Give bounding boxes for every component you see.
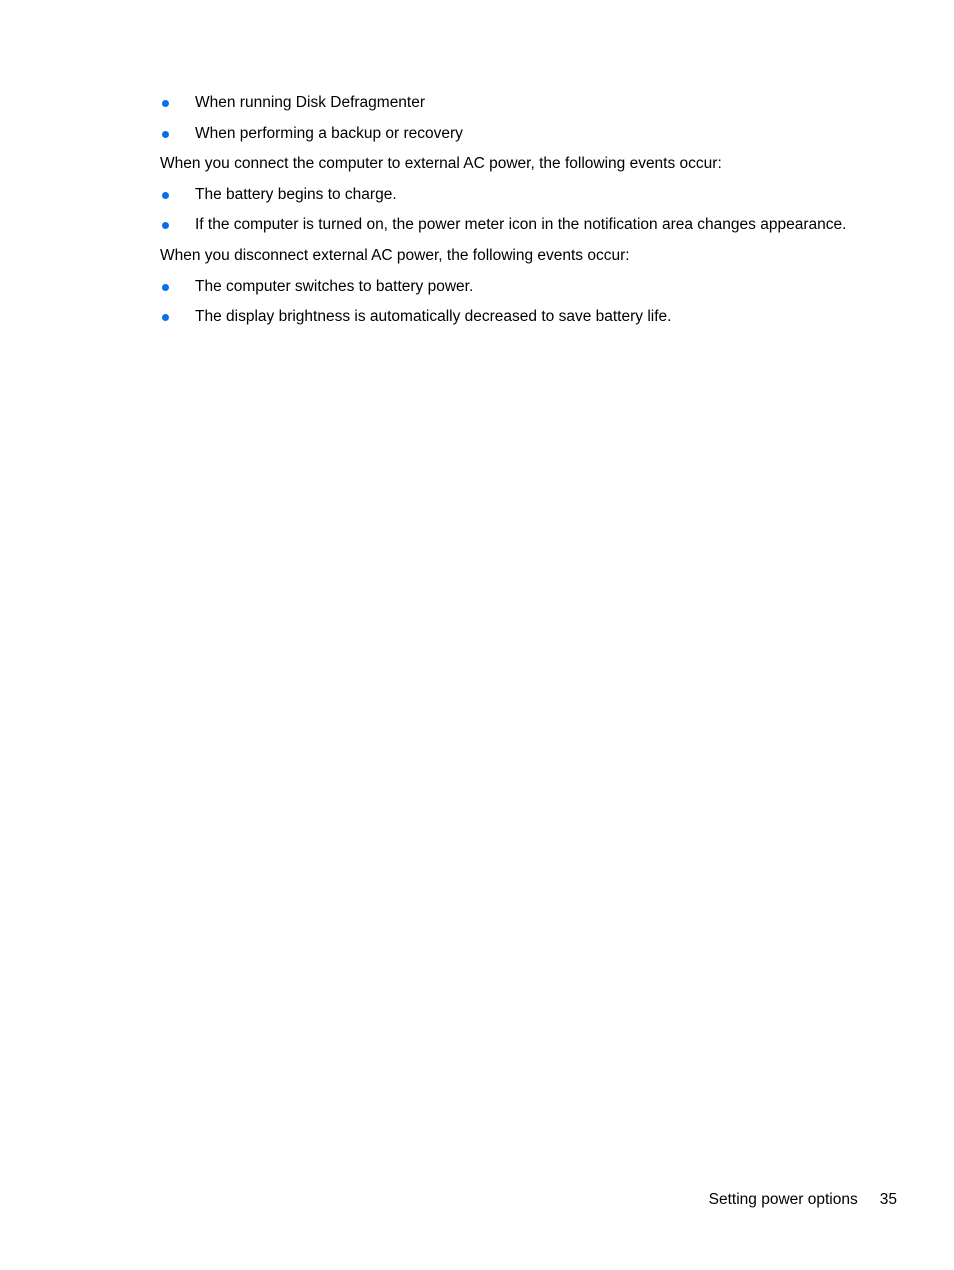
bullet-icon — [162, 284, 169, 291]
list-item — [160, 276, 900, 298]
page-footer — [709, 1189, 897, 1211]
list-item — [160, 214, 900, 236]
paragraph-ac-disconnect: When you disconnect external AC power, the following events occur: — [160, 246, 630, 264]
list-item — [160, 184, 900, 206]
list-item-text: The battery begins to charge. — [195, 185, 397, 203]
list-item-text: If the computer is turned on, the power meter icon in the notification area changes appearance. — [195, 216, 847, 234]
list-item — [160, 92, 900, 114]
bullet-icon — [162, 131, 169, 138]
page-number: 35 — [879, 1191, 897, 1208]
list-item-text: When running Disk Defragmenter — [195, 94, 426, 111]
bullet-icon — [162, 192, 169, 199]
document-body — [160, 92, 900, 337]
list-item-text: When performing a backup or recovery — [195, 124, 463, 142]
paragraph-ac-connect: When you connect the computer to external AC power, the following events occur: — [160, 155, 722, 173]
bullet-icon — [162, 314, 169, 321]
list-item-text: The computer switches to battery power. — [195, 277, 474, 295]
bullet-icon — [162, 100, 169, 107]
bullet-list-2 — [160, 184, 900, 237]
footer-section-title: Setting power options — [708, 1191, 858, 1208]
bullet-list-3 — [160, 276, 900, 329]
list-item — [160, 306, 900, 328]
bullet-icon — [162, 222, 169, 229]
list-item-text: The display brightness is automatically decreased to save battery life. — [195, 308, 672, 326]
list-item — [160, 123, 900, 145]
bullet-list-1 — [160, 92, 900, 145]
